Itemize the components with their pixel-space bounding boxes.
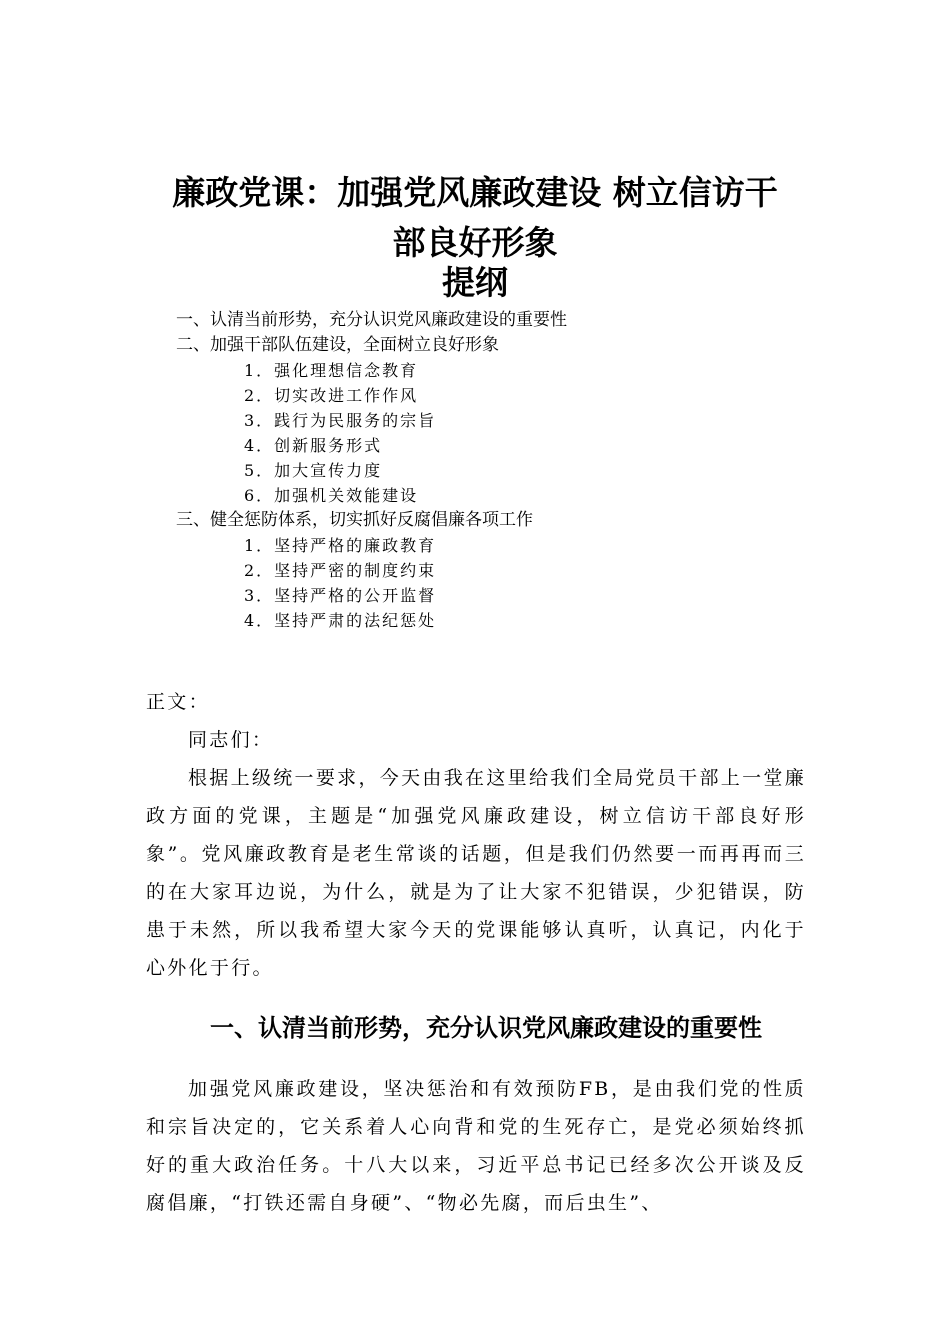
outline-item: 5．加大宣传力度 (244, 461, 383, 480)
greeting: 同志们： (188, 729, 274, 751)
title-line-2: 部良好形象 (392, 223, 558, 262)
body-paragraph: 根据上级统一要求，今天由我在这里给我们全局党员干部上一堂廉政方面的党课，主题是“加强党风廉政建设，树立信访干部良好形象”。党风廉政教育是老生常谈的话题，但是我们仍然要一而再再而三的在大家耳边说，为什么，就是为了让大家不犯错误，少犯错误，防患于未然，所以我希望大家今天的党课能够认真听，认真记，内化于心外化于行。 (146, 767, 806, 979)
outline-section-heading: 三、健全惩防体系，切实抓好反腐倡廉各项工作 (176, 510, 533, 530)
outline-item: 4．坚持严肃的法纪惩处 (244, 611, 437, 630)
document-title (120, 168, 830, 268)
outline-item: 1．坚持严格的廉政教育 (244, 536, 437, 555)
outline-list (0, 308, 950, 633)
section-heading: 一、认清当前形势，充分认识党风廉政建设的重要性 (210, 1014, 762, 1042)
body-label: 正文： (146, 691, 210, 713)
outline-item: 4．创新服务形式 (244, 436, 383, 455)
outline-item: 2．切实改进工作作风 (244, 386, 419, 405)
outline-section-heading: 一、认清当前形势，充分认识党风廉政建设的重要性 (176, 310, 567, 330)
outline-item: 3．坚持严格的公开监督 (244, 586, 437, 605)
outline-section-heading: 二、加强干部队伍建设，全面树立良好形象 (176, 335, 499, 355)
outline-label: 提纲 (442, 263, 508, 302)
outline-item: 2．坚持严密的制度约束 (244, 561, 437, 580)
title-line-1: 廉政党课：加强党风廉政建设 树立信访干 (172, 173, 778, 212)
outline-item: 6．加强机关效能建设 (244, 486, 419, 505)
outline-item: 1．强化理想信念教育 (244, 361, 419, 380)
outline-item: 3．践行为民服务的宗旨 (244, 411, 437, 430)
body-paragraph: 加强党风廉政建设，坚决惩治和有效预防FB，是由我们党的性质和宗旨决定的，它关系着人心向背和党的生死存亡，是党必须始终抓好的重大政治任务。十八大以来，习近平总书记已经多次公开谈及反腐倡廉，“打铁还需自身硬”、“物必先腐，而后虫生”、 (146, 1078, 806, 1214)
